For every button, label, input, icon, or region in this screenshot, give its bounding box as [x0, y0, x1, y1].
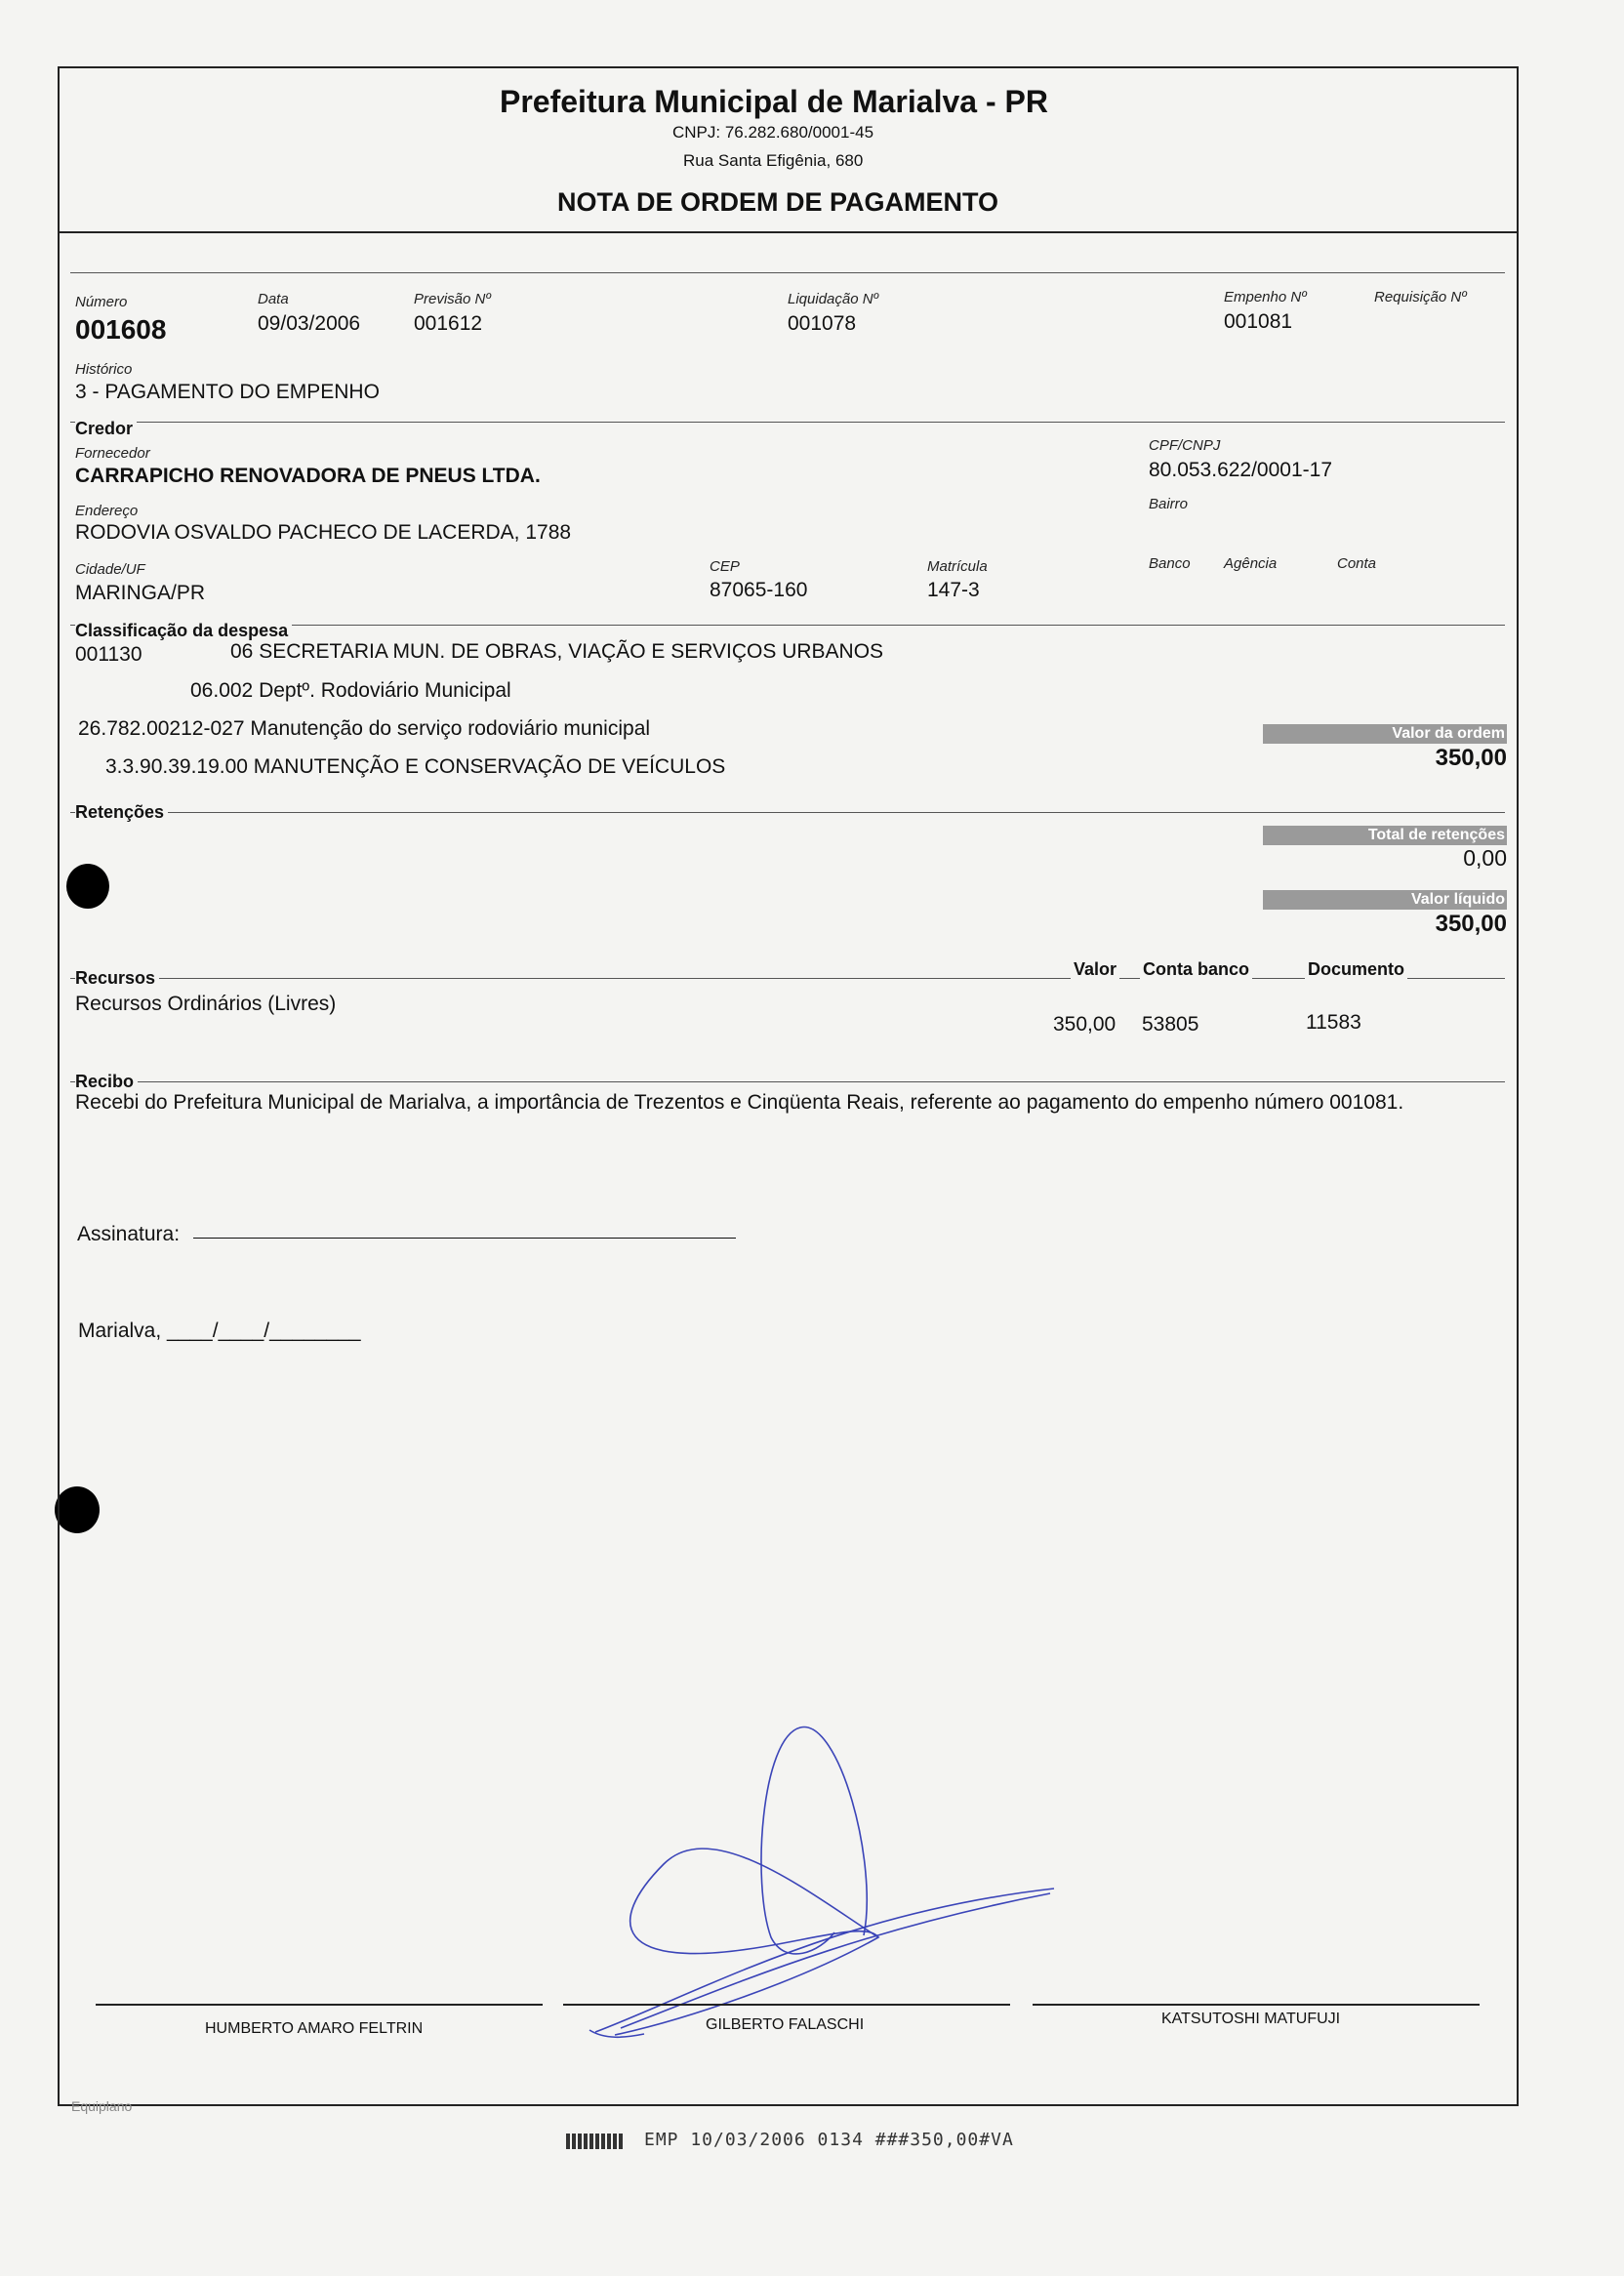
- recursos-documento-header: Documento: [1305, 959, 1407, 980]
- retencoes-rule: [70, 812, 1505, 813]
- signatory-1: HUMBERTO AMARO FELTRIN: [205, 2020, 424, 2037]
- recursos-documento: 11583: [1306, 1011, 1361, 1034]
- requisicao-label: Requisição Nº: [1374, 289, 1467, 305]
- header-divider: [58, 231, 1519, 233]
- recursos-conta-header: Conta banco: [1140, 959, 1252, 980]
- software-label: Equiplano: [71, 2098, 133, 2114]
- previsao-value: 001612: [414, 312, 483, 335]
- conta-label: Conta: [1337, 555, 1377, 572]
- cep-value: 87065-160: [710, 579, 808, 601]
- endereco-label: Endereço: [75, 503, 139, 519]
- cidade-label: Cidade/UF: [75, 561, 145, 578]
- bairro-label: Bairro: [1149, 496, 1189, 512]
- classificacao-line4: 3.3.90.39.19.00 MANUTENÇÃO E CONSERVAÇÃO DE VEÍCULOS: [105, 755, 726, 778]
- numero-label: Número: [75, 294, 128, 310]
- data-label: Data: [258, 291, 289, 307]
- assinatura-label: Assinatura:: [77, 1223, 181, 1245]
- recibo-rule: [70, 1081, 1505, 1082]
- historico-label: Histórico: [75, 361, 133, 378]
- signatory-2: GILBERTO FALASCHI: [706, 2016, 865, 2033]
- classificacao-line2: 06.002 Deptº. Rodoviário Municipal: [190, 679, 511, 702]
- total-retencoes-label: Total de retenções: [1263, 826, 1507, 845]
- signature-line-3: [1033, 2004, 1480, 2006]
- recursos-section: Recursos: [75, 968, 159, 989]
- valor-liquido-label: Valor líquido: [1263, 890, 1507, 910]
- classificacao-line3: 26.782.00212-027 Manutenção do serviço rodoviário municipal: [78, 717, 651, 740]
- signature-line-1: [96, 2004, 543, 2006]
- endereco-value: RODOVIA OSVALDO PACHECO DE LACERDA, 1788: [75, 521, 572, 544]
- valor-ordem-value: 350,00: [1435, 745, 1507, 771]
- empenho-value: 001081: [1224, 310, 1293, 333]
- classificacao-section: Classificação da despesa: [75, 621, 292, 641]
- recursos-valor: 350,00: [1053, 1013, 1116, 1036]
- bank-logo: [566, 2134, 623, 2149]
- matricula-label: Matrícula: [927, 558, 988, 575]
- signatory-3: KATSUTOSHI MATUFUJI: [1161, 2011, 1341, 2027]
- data-value: 09/03/2006: [258, 312, 361, 335]
- empenho-label: Empenho Nº: [1224, 289, 1307, 305]
- recursos-conta: 53805: [1142, 1013, 1199, 1036]
- liquidacao-label: Liquidação Nº: [788, 291, 879, 307]
- credor-section: Credor: [75, 419, 137, 439]
- retencoes-section: Retenções: [75, 802, 168, 823]
- classificacao-code: 001130: [75, 643, 142, 666]
- cpf-value: 80.053.622/0001-17: [1149, 459, 1333, 481]
- matricula-value: 147-3: [927, 579, 980, 601]
- fornecedor-label: Fornecedor: [75, 445, 150, 462]
- assinatura-line: [193, 1238, 736, 1239]
- numero-value: 001608: [75, 314, 167, 345]
- local-data-label: Marialva, ____/____/________: [78, 1320, 361, 1342]
- valor-ordem-label: Valor da ordem: [1263, 724, 1507, 744]
- historico-value: 3 - PAGAMENTO DO EMPENHO: [75, 381, 380, 403]
- agencia-label: Agência: [1224, 555, 1278, 572]
- recursos-valor-header: Valor: [1071, 959, 1119, 980]
- document-title: NOTA DE ORDEM DE PAGAMENTO: [557, 187, 999, 217]
- total-retencoes-value: 0,00: [1463, 845, 1507, 871]
- info-top-rule: [70, 272, 1505, 273]
- recursos-descricao: Recursos Ordinários (Livres): [75, 993, 337, 1015]
- org-title: Prefeitura Municipal de Marialva - PR: [500, 84, 1048, 119]
- liquidacao-value: 001078: [788, 312, 857, 335]
- previsao-label: Previsão Nº: [414, 291, 491, 307]
- handwritten-signature: [586, 1698, 1074, 2050]
- address-line: Rua Santa Efigênia, 680: [683, 151, 864, 170]
- recursos-rule: [70, 978, 1505, 979]
- fornecedor-value: CARRAPICHO RENOVADORA DE PNEUS LTDA.: [75, 465, 541, 487]
- cidade-value: MARINGA/PR: [75, 582, 206, 604]
- valor-liquido-value: 350,00: [1435, 911, 1507, 937]
- cpf-label: CPF/CNPJ: [1149, 437, 1221, 454]
- recibo-text: Recebi do Prefeitura Municipal de Marialva, a importância de Trezentos e Cinqüenta Reais, referente ao pagamento do empenho número 001081.: [75, 1091, 1404, 1114]
- bank-stamp: EMP 10/03/2006 0134 ###350,00#VA: [644, 2130, 1014, 2150]
- credor-rule: [70, 422, 1505, 423]
- cnpj-line: CNPJ: 76.282.680/0001-45: [672, 123, 874, 142]
- cep-label: CEP: [710, 558, 740, 575]
- signature-line-2: [563, 2004, 1010, 2006]
- recibo-section: Recibo: [75, 1072, 138, 1092]
- banco-label: Banco: [1149, 555, 1191, 572]
- classificacao-line1: 06 SECRETARIA MUN. DE OBRAS, VIAÇÃO E SERVIÇOS URBANOS: [230, 640, 884, 663]
